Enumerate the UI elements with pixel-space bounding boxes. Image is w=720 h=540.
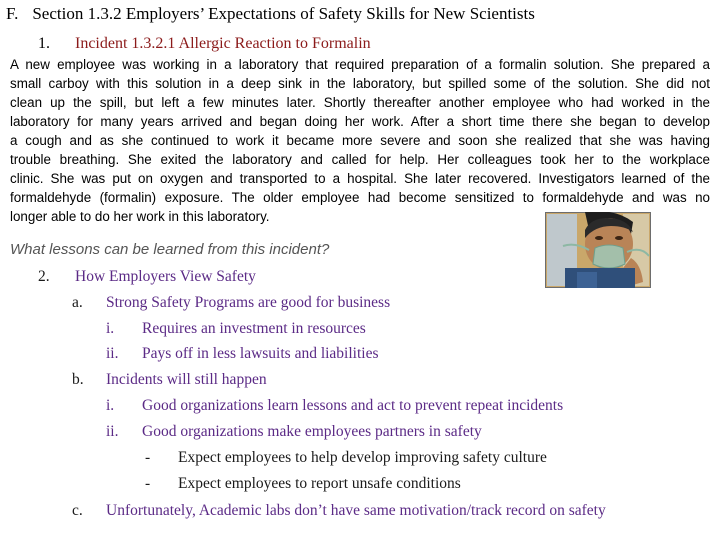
paragraph-line: small carboy with this solution in a deep sink in the laboratory, but spilled some of the solution. She did not xyxy=(10,76,710,91)
bullet-text: Expect employees to report unsafe conditions xyxy=(178,475,461,492)
item-a-text: Strong Safety Programs are good for business xyxy=(106,294,391,311)
paragraph-line: a cough and as she continued to work it became more severe and soon she realized that she was having xyxy=(10,133,710,148)
paragraph-line: A new employee was working in a laboratory that required preparation of a formalin solution. She prepared a xyxy=(10,57,710,72)
bullet-marker: - xyxy=(145,475,151,492)
incident-number: 1. xyxy=(38,35,50,52)
section2-number: 2. xyxy=(38,268,50,285)
paragraph-line: trouble breathing. She exited the laboratory and called for help. Her colleagues took her to the workplace xyxy=(10,152,710,167)
lessons-question: What lessons can be learned from this incident? xyxy=(10,241,330,258)
paragraph-line: clean up the spill, but left a few minutes later. Shortly thereafter another employee who had worked in the xyxy=(10,95,710,110)
item-b-marker: b. xyxy=(72,371,84,388)
item-b-ii-text: Good organizations make employees partners in safety xyxy=(142,423,482,440)
item-a-i-text: Requires an investment in resources xyxy=(142,320,366,337)
item-a-ii-text: Pays off in less lawsuits and liabilities xyxy=(142,345,379,362)
item-c-marker: c. xyxy=(72,502,83,519)
section-marker: F. xyxy=(6,4,19,23)
item-c-text: Unfortunately, Academic labs don’t have same motivation/track record on safety xyxy=(106,502,606,519)
oxygen-mask-photo xyxy=(545,212,651,288)
item-b-i-marker: i. xyxy=(106,397,115,414)
section2-title: How Employers View Safety xyxy=(75,268,256,285)
paragraph-line: formaldehyde (formalin) exposure. The older employee had become sensitized to formaldehyde and was no xyxy=(10,190,710,205)
item-a-marker: a. xyxy=(72,294,83,311)
paragraph-line: laboratory for many years arrived and began doing her work. After a short time there she began to develop xyxy=(10,114,710,129)
bullet-text: Expect employees to help develop improving safety culture xyxy=(178,449,547,466)
paragraph-line: clinic. She was put on oxygen and transported to a hospital. She later recovered. Investigators learned of the xyxy=(10,171,710,186)
item-b-i-text: Good organizations learn lessons and act to prevent repeat incidents xyxy=(142,397,564,414)
bullet-marker: - xyxy=(145,449,151,466)
incident-title: Incident 1.3.2.1 Allergic Reaction to Formalin xyxy=(75,35,371,52)
item-a-ii-marker: ii. xyxy=(106,345,119,362)
item-b-ii-marker: ii. xyxy=(106,423,119,440)
incident-paragraph xyxy=(10,55,710,226)
item-a-i-marker: i. xyxy=(106,320,115,337)
paragraph-line: longer able to do her work in this laboratory. xyxy=(10,209,270,224)
section-title: Section 1.3.2 Employers’ Expectations of Safety Skills for New Scientists xyxy=(32,4,535,23)
item-b-text: Incidents will still happen xyxy=(106,371,267,388)
section-heading xyxy=(6,4,535,24)
